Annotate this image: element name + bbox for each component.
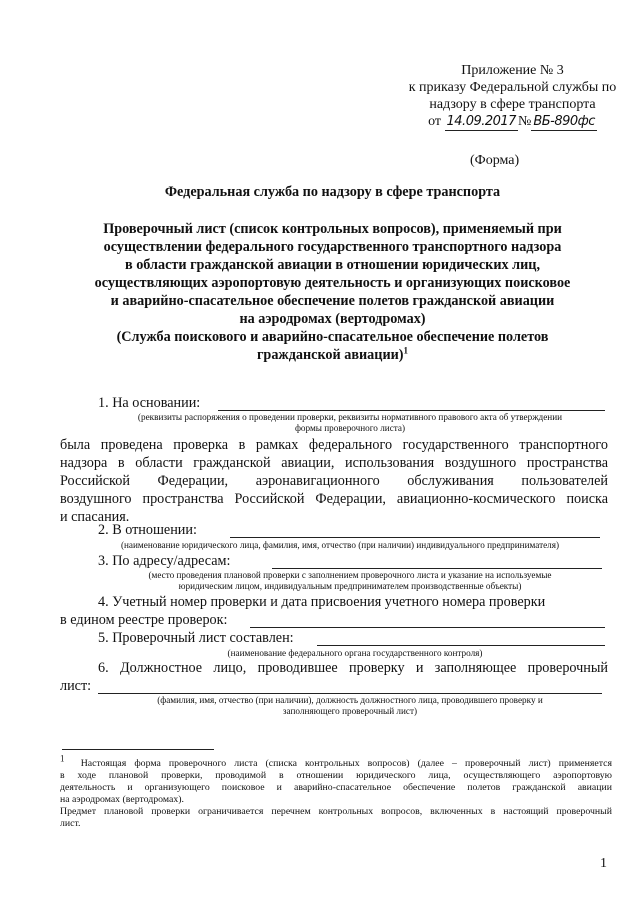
item-4-line-2: в едином реестре проверок: <box>60 612 228 628</box>
title-line-4: осуществляющих аэропортовую деятельность и организующих поисковое <box>94 275 571 291</box>
agency-name <box>60 183 605 201</box>
title-line-8-text: гражданской авиации) <box>256 347 404 363</box>
item-1-note-line-1: (реквизиты распоряжения о проведении проверки, реквизиты нормативного правового акта об утверждении <box>137 412 563 422</box>
item-4-field-line[interactable] <box>250 627 605 628</box>
title-line-5: и аварийно-спасательное обеспечение полетов гражданской авиации <box>110 293 555 309</box>
item-5-note: (наименование федерального органа государственного контроля) <box>227 648 483 658</box>
form-label: (Форма) <box>470 153 520 168</box>
paragraph-line-5: и спасания. <box>60 509 130 525</box>
item-1-label: 1. На основании: <box>98 395 201 411</box>
appendix-order-line: к приказу Федеральной службы по <box>408 80 617 95</box>
item-6-note-line-2: заполняющего проверочный лист) <box>282 706 418 716</box>
item-6-line-2: лист: <box>60 678 92 694</box>
appendix-title: Приложение № 3 <box>461 63 564 78</box>
item-3-note <box>80 570 620 592</box>
item-2-label: 2. В отношении: <box>98 522 197 538</box>
item-1-note-line-2: формы проверочного листа) <box>294 423 406 433</box>
footnote-divider <box>62 749 214 750</box>
paragraph-line-1: была проведена проверка в рамках федерального государственного транспортного <box>60 437 608 453</box>
footnote-line-1-text: Настоящая форма проверочного листа (списка контрольных вопросов) (далее – проверочный лист) применяется <box>80 758 612 769</box>
page-number: 1 <box>600 856 607 871</box>
number-prefix: № <box>517 114 532 129</box>
footnote-line-4: на аэродромах (вертодромах). <box>60 794 184 805</box>
item-6-field-line[interactable] <box>98 693 602 694</box>
item-3-label: 3. По адресу/адресам: <box>98 553 231 569</box>
appendix-header <box>405 62 620 131</box>
item-6-note <box>80 695 620 717</box>
paragraph-line-3: Российской Федерации, аэронавигационного обслуживания пользователей <box>60 473 608 489</box>
footnote-line-2: в ходе плановой проверки, проводимой в отношении юридического лица, осуществляющего аэропортовую <box>60 770 612 781</box>
handwritten-number: ВБ-890фс <box>533 114 595 129</box>
agency-text: Федеральная служба по надзору в сфере транспорта <box>164 184 501 200</box>
item-3-note-line-2: юридическим лицом, индивидуальным предпринимателем производственные объекты) <box>178 581 522 591</box>
title-line-3: в области гражданской авиации в отношении юридических лиц, <box>124 257 540 273</box>
item-1-note <box>80 412 620 434</box>
item-1-field-line[interactable] <box>218 410 605 411</box>
footnote-mark: 1 <box>60 753 65 764</box>
title-line-7: (Служба поискового и аварийно-спасательное обеспечение полетов <box>116 329 549 345</box>
paragraph-line-2: надзора в области гражданской авиации, использования воздушного пространства <box>60 455 608 471</box>
footnote-line-5: Предмет плановой проверки ограничивается перечнем контрольных вопросов, включенных в настоящий проверочный <box>60 806 612 817</box>
item-2-field-line[interactable] <box>230 537 600 538</box>
handwritten-date: 14.09.2017 <box>446 114 516 129</box>
appendix-agency-line: надзору в сфере транспорта <box>429 97 596 112</box>
footnote-line-1 <box>60 753 612 770</box>
footnote-line-6: лист. <box>60 818 81 829</box>
item-2-note: (наименование юридического лица, фамилия, имя, отчество (при наличии) индивидуального предпринимателя) <box>120 540 560 550</box>
item-3-field-line[interactable] <box>272 568 602 569</box>
footnote-line-3: деятельность и организующего поисковое и аварийно-спасательное обеспечение полетов гражданской авиации <box>60 782 612 793</box>
title-line-2: осуществлении федерального государственного транспортного надзора <box>103 239 562 255</box>
item-1-paragraph <box>60 436 608 526</box>
item-6-note-line-1: (фамилия, имя, отчество (при наличии), должность должностного лица, проводившего проверку и <box>157 695 543 705</box>
item-3-note-line-1: (место проведения плановой проверки с заполнением проверочного листа и указание на используемые <box>148 570 552 580</box>
title-line-1: Проверочный лист (список контрольных вопросов), применяемый при <box>103 221 562 237</box>
item-5-label: 5. Проверочный лист составлен: <box>98 630 294 646</box>
date-prefix: от <box>428 114 442 129</box>
appendix-date-line <box>405 113 620 131</box>
title-line-8 <box>60 346 605 364</box>
paragraph-line-4: воздушного пространства Российской Федерации, авиационно-космического поиска <box>60 491 608 507</box>
title-footnote-mark: 1 <box>403 345 409 356</box>
item-4-line-1: 4. Учетный номер проверки и дата присвоения учетного номера проверки <box>98 594 546 610</box>
title-line-6: на аэродромах (вертодромах) <box>239 311 426 327</box>
item-5-field-line[interactable] <box>317 645 605 646</box>
item-6-line-1: 6. Должностное лицо, проводившее проверку и заполняющее проверочный <box>98 660 608 676</box>
footnote <box>60 753 612 830</box>
document-title <box>60 220 605 364</box>
